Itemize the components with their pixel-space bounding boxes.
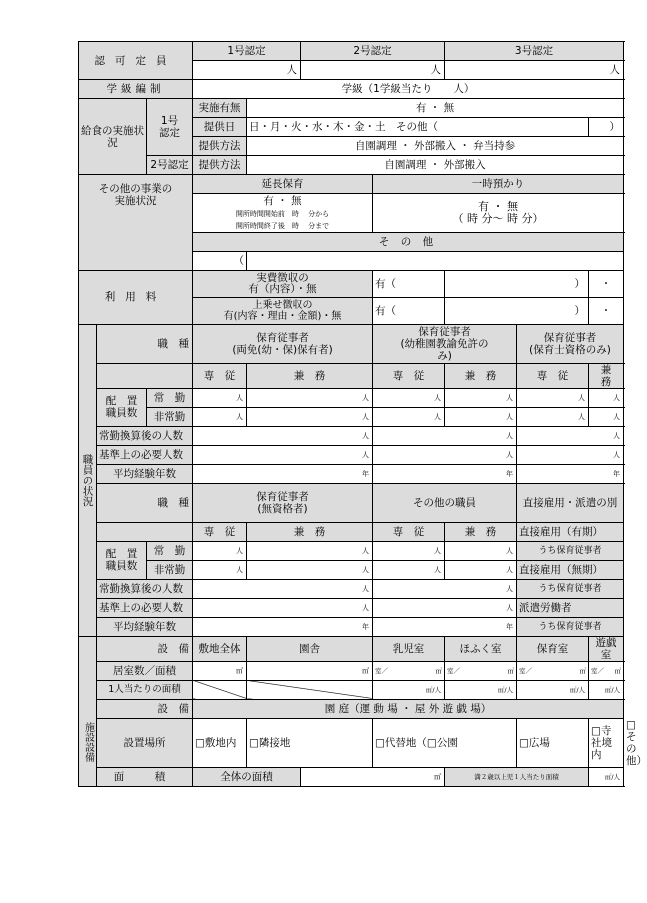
other-programs-label: その他の事業の 実施状況 bbox=[79, 175, 193, 271]
facility-side-top bbox=[79, 636, 97, 699]
meals-cert2: 2号認定 bbox=[147, 156, 193, 175]
cert2-capacity: 人 bbox=[301, 61, 445, 80]
cell: ㎡/人 bbox=[373, 680, 445, 699]
cell: ㎡/人 bbox=[589, 767, 624, 786]
diagonal-cell bbox=[193, 680, 247, 699]
of-which-label: うち保育従事者 bbox=[517, 617, 624, 636]
cell: 人 bbox=[193, 426, 373, 445]
of-which-label: うち保育従事者 bbox=[517, 541, 624, 560]
cert3-header: 3号認定 bbox=[445, 42, 624, 61]
required-label-2: 基準上の必要人数 bbox=[97, 598, 193, 617]
cell: 人 bbox=[589, 407, 624, 426]
cell: 人 bbox=[517, 445, 624, 464]
yard-header: 園 庭（運 動 場 ・ 屋 外 遊 戯 場） bbox=[193, 699, 624, 718]
loc-alt-checkbox[interactable]: □代替地（□公園 bbox=[373, 718, 517, 767]
temporary-care-cell bbox=[373, 194, 624, 233]
fees-actual-has: 有（ bbox=[373, 270, 445, 297]
cell: 人 bbox=[589, 388, 624, 407]
avg-exp-label: 平均経験年数 bbox=[97, 464, 193, 483]
equipment-label: 設 備 bbox=[97, 636, 193, 661]
cell: 室／ ㎡ bbox=[517, 661, 589, 680]
cell: 年 bbox=[517, 464, 624, 483]
cell: 人 bbox=[373, 407, 445, 426]
cell: ㎡ bbox=[193, 661, 247, 680]
ece-noqual-header: 保育従事者 (無資格者) bbox=[193, 483, 373, 522]
cell: 室／ ㎡ bbox=[373, 661, 445, 680]
cell: 人 bbox=[193, 541, 247, 560]
loc-plaza-checkbox[interactable]: □広場 bbox=[517, 718, 589, 767]
cell: ㎡/人 bbox=[517, 680, 589, 699]
other-header: そ の 他 bbox=[193, 232, 624, 251]
cell: 人 bbox=[445, 541, 517, 560]
staff-type-label-1: 職 種 bbox=[97, 324, 193, 363]
cell: 人 bbox=[517, 426, 624, 445]
meals-impl-label: 実施有無 bbox=[193, 99, 247, 118]
full-header: 専 従 bbox=[373, 522, 445, 541]
cell: 人 bbox=[445, 560, 517, 579]
cell: 年 bbox=[373, 464, 517, 483]
avg-exp-label-2: 平均経験年数 bbox=[97, 617, 193, 636]
cell: 人 bbox=[373, 598, 517, 617]
meals-method2-label: 提供方法 bbox=[193, 156, 247, 175]
extended-care-yn: 有 ・ 無 bbox=[193, 194, 373, 208]
cell: 人 bbox=[247, 560, 373, 579]
cell: 人 bbox=[373, 445, 517, 464]
nonregular-label-2: 非常勤 bbox=[147, 560, 193, 579]
nonregular-label: 非常勤 bbox=[147, 407, 193, 426]
cell: 人 bbox=[247, 407, 373, 426]
facility-side-label: 施設設備 bbox=[79, 699, 97, 786]
per-person-label: 1人当たりの面積 bbox=[97, 680, 193, 699]
staff-blank-2 bbox=[97, 522, 193, 541]
cell: 人 bbox=[193, 445, 373, 464]
play-room-header: 遊戯室 bbox=[589, 636, 624, 661]
direct-dispatch-header: 直接雇用・派遣の別 bbox=[517, 483, 624, 522]
cell: ㎡ bbox=[301, 767, 445, 786]
extended-end-line: 開所時間終了後 時 分まで bbox=[193, 220, 373, 233]
staff-type-label-2: 職 種 bbox=[97, 483, 193, 522]
temporary-care-yn: 有 ・ 無 bbox=[478, 199, 519, 213]
building-header: 園舎 bbox=[247, 636, 373, 661]
meals-cert1: 1号 認定 bbox=[147, 99, 193, 156]
cell: 人 bbox=[247, 541, 373, 560]
fees-actual-label: 実費徴収の 有（内容）・無 bbox=[193, 270, 373, 297]
site-total-header: 敷地全体 bbox=[193, 636, 247, 661]
other-staff-header: その他の職員 bbox=[373, 483, 517, 522]
cert3-capacity: 人 bbox=[445, 61, 624, 80]
meals-method2-value: 自園調理 ・ 外部搬入 bbox=[247, 156, 624, 175]
concurrent-header: 兼 務 bbox=[247, 522, 373, 541]
infant-room-header: 乳児室 bbox=[373, 636, 445, 661]
fees-extra-dot: ・ bbox=[589, 297, 624, 324]
cell: 人 bbox=[445, 388, 517, 407]
full-header: 専 従 bbox=[193, 522, 247, 541]
cell: 人 bbox=[193, 560, 247, 579]
extended-start-line: 開所時間開始前 時 分から bbox=[193, 208, 373, 220]
cell: 年 bbox=[373, 617, 517, 636]
location-label: 設置場所 bbox=[97, 718, 193, 767]
cell: 人 bbox=[193, 407, 247, 426]
fees-extra-has: 有（ bbox=[373, 297, 445, 324]
meals-label: 給食の実施状況 bbox=[79, 99, 147, 175]
concurrent-header: 兼 務 bbox=[589, 363, 624, 388]
cert1-header: 1号認定 bbox=[193, 42, 301, 61]
loc-site-checkbox[interactable]: □敷地内 bbox=[193, 718, 247, 767]
cert1-capacity: 人 bbox=[193, 61, 301, 80]
cell: 人 bbox=[517, 407, 589, 426]
cell: 人 bbox=[445, 407, 517, 426]
rooms-area-label: 居室数／面積 bbox=[97, 661, 193, 680]
cell: 人 bbox=[193, 598, 373, 617]
regular-label-2: 常 勤 bbox=[147, 541, 193, 560]
cell: 人 bbox=[193, 579, 373, 598]
meals-method1-value: 自園調理 ・ 外部搬入 ・ 弁当持参 bbox=[247, 137, 624, 156]
meals-days-value: 日・月・火・水・木・金・土 その他（ bbox=[247, 118, 589, 137]
equipment-label-2: 設 備 bbox=[97, 699, 193, 718]
cell: 人 bbox=[373, 541, 445, 560]
loc-adjacent-checkbox[interactable]: □隣接地 bbox=[247, 718, 373, 767]
cert2-header: 2号認定 bbox=[301, 42, 445, 61]
fte-label-2: 常勤換算後の人数 bbox=[97, 579, 193, 598]
regular-label: 常 勤 bbox=[147, 388, 193, 407]
loc-temple-checkbox[interactable]: □寺社境内 bbox=[589, 718, 624, 767]
fees-label: 利用料 bbox=[79, 270, 193, 324]
of-which-label: うち保育従事者 bbox=[517, 579, 624, 598]
fees-extra-label: 上乗せ徴収の 有(内容・理由・金額)・無 bbox=[193, 297, 373, 324]
over2-label: 満２歳以上児１人当たり面積 bbox=[445, 767, 589, 786]
full-header: 専 従 bbox=[517, 363, 589, 388]
facility-info-form: 認可定員 1号認定 2号認定 3号認定 人 人 人 学級編制 学級（1学級当たり 人） 給食の実施状況 1号 認定 実施有無 有 ・ 無 提供日 日・月・火・水・木・金・土 その他（ ） 提供方法 自園調理 ・ 外部搬入 ・ 弁当持参 2号認定 提供方法 自園調理 ・ 外部搬入 その他の事業の 実施状況 延長保育 一時預かり 有 ・ 無 有 ・ 無 （ 時 分〜 時 分） 開所時間開始前 時 分から 開所時間終了後 時 分まで そ の 他 （ 利用料 実費徴収の 有（内容）・無 有（ ） ・ 上乗せ徴収の 有(内容・理由・金額)・無 有（ ） ・ 職員の状況 職 種 保育従事者 (両免(幼・保)保有者) 保育従事者 (幼稚園教諭免許の み) 保育従事者 (保育士資格のみ) 専 従 兼 務 専 従 兼 務 専 従 兼 務 配 置 職員数 常 勤 人 人 人 人 人 人 非常勤 人 人 人 人 人 人 常勤換算後の人数 人 人 人 基準上の必要人数 人 人 人 平均経験年数 年 年 年 職 種 保育従事者 (無資格者) その他の職員 直接雇用・派遣の別 専 従 兼 務 専 従 兼 務 直接雇用（有期） 配 置 職員数 常 勤 人 人 人 人 うち保育従事者 非常勤 人 人 人 人 直接雇用（無期） 常勤換算後の人数 人 人 うち保育従事者 基準上の必要人数 人 人 派遣労働者 平均経験年数 年 年 うち保育従事者 設 備 敷地全体 園舎 乳児室 ほふく室 保育室 遊戯室 居室数／面積 ㎡ ㎡ 室／ ㎡ 室／ ㎡ 室／ ㎡ 室／ ㎡ 1人当たりの面積 ㎡/人 ㎡/人 ㎡/人 ㎡/人 施設設備 設 備 園 庭（運 動 場 ・ 屋 外 遊 戯 場） 設置場所 □敷地内 □隣接地 □代替地（□公園 □広場 □寺社境内 □その他） 面 積 全体の面積 ㎡ 満２歳以上児１人当たり面積 ㎡/人 bbox=[78, 41, 624, 787]
full-header: 専 従 bbox=[193, 363, 247, 388]
concurrent-header: 兼 務 bbox=[445, 522, 517, 541]
cell: ㎡ bbox=[247, 661, 373, 680]
meals-method1-label: 提供方法 bbox=[193, 137, 247, 156]
cell: ㎡/人 bbox=[445, 680, 517, 699]
other-value bbox=[247, 251, 624, 270]
cell: 人 bbox=[373, 560, 445, 579]
staff-side-label: 職員の状況 bbox=[79, 324, 97, 636]
crawl-room-header: ほふく室 bbox=[445, 636, 517, 661]
meals-days-label: 提供日 bbox=[193, 118, 247, 137]
cell: 室／ ㎡ bbox=[445, 661, 517, 680]
concurrent-header: 兼 務 bbox=[247, 363, 373, 388]
total-area-label: 全体の面積 bbox=[193, 767, 301, 786]
diagonal-cell bbox=[247, 680, 373, 699]
concurrent-header: 兼 務 bbox=[445, 363, 517, 388]
ece-both-header: 保育従事者 (両免(幼・保)保有者) bbox=[193, 324, 373, 363]
dispatch-label: 派遣労働者 bbox=[517, 598, 624, 617]
placement-label: 配 置 職員数 bbox=[97, 388, 147, 426]
cell: 年 bbox=[193, 464, 373, 483]
cell: 人 bbox=[193, 388, 247, 407]
cell: 人 bbox=[373, 388, 445, 407]
staff-blank-1 bbox=[97, 363, 193, 388]
fte-label: 常勤換算後の人数 bbox=[97, 426, 193, 445]
cell: 人 bbox=[373, 426, 517, 445]
class-system-label: 学級編制 bbox=[79, 80, 193, 99]
other-paren-open: （ bbox=[193, 251, 247, 270]
required-label: 基準上の必要人数 bbox=[97, 445, 193, 464]
direct-fixed-label: 直接雇用（有期） bbox=[517, 522, 624, 541]
ece-kinder-header: 保育従事者 (幼稚園教諭免許の み) bbox=[373, 324, 517, 363]
temporary-care-header: 一時預かり bbox=[373, 175, 624, 194]
placement-label-2: 配 置 職員数 bbox=[97, 541, 147, 579]
cell: 人 bbox=[517, 388, 589, 407]
cell: 年 bbox=[193, 617, 373, 636]
meals-impl-value: 有 ・ 無 bbox=[247, 99, 624, 118]
meals-days-close: ） bbox=[589, 118, 624, 137]
nursery-room-header: 保育室 bbox=[517, 636, 589, 661]
cell: 室／ ㎡ bbox=[589, 661, 624, 680]
fees-actual-dot: ・ bbox=[589, 270, 624, 297]
fees-extra-close: ） bbox=[445, 297, 589, 324]
cell: 人 bbox=[373, 579, 517, 598]
extended-care-header: 延長保育 bbox=[193, 175, 373, 194]
full-header: 専 従 bbox=[373, 363, 445, 388]
cell: ㎡/人 bbox=[589, 680, 624, 699]
cell: 人 bbox=[247, 388, 373, 407]
area-label: 面 積 bbox=[97, 767, 193, 786]
ece-nursery-header: 保育従事者 (保育士資格のみ) bbox=[517, 324, 624, 363]
class-system-value: 学級（1学級当たり 人） bbox=[193, 80, 624, 99]
fees-actual-close: ） bbox=[445, 270, 589, 297]
capacity-label: 認可定員 bbox=[79, 42, 193, 80]
temporary-care-time: （ 時 分〜 時 分） bbox=[452, 211, 544, 225]
direct-open-label: 直接雇用（無期） bbox=[517, 560, 624, 579]
